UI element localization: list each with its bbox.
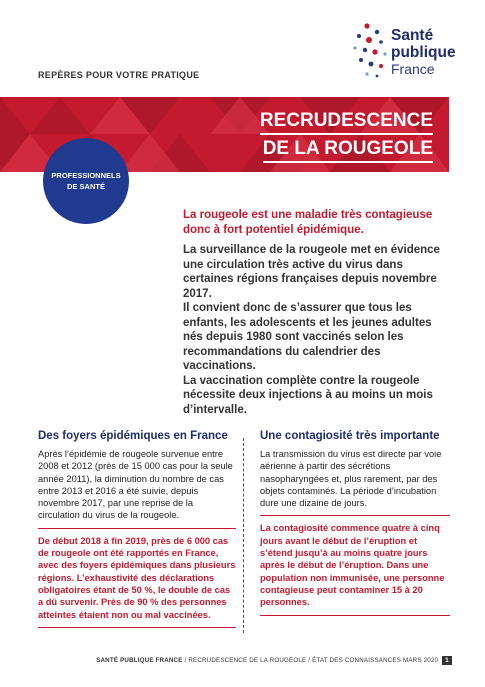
right-column-heading: Une contagiosité très importante bbox=[260, 430, 440, 442]
intro-section bbox=[183, 208, 453, 417]
intro-paragraph-2: Il convient donc de s’assurer que tous les enfants, les adolescents et les jeunes adultes nés depuis 1980 sont vaccinés selon les recommandations du calendrier des vaccinations. bbox=[183, 302, 432, 372]
left-column-highlight: De début 2018 à fin 2019, près de 6 000 cas de rougeole ont été rapportés en France, avec des foyers épidémiques dans plusieurs régions. L’exhaustivité des déclarations obligatoires étant de 50 %, le double de cas a dû survenir. Près de 90 % des personnes atteintes étaient non ou mal vaccinées. bbox=[38, 535, 236, 620]
sante-publique-france-logo-dots bbox=[347, 20, 395, 80]
right-column-body: La transmission du virus est directe par voie aérienne à partir des sécrétions nasopharyngées et, plus rarement, par des objets contaminés. La période d’incubation dure une dizaine de jours. bbox=[260, 449, 442, 509]
page-title bbox=[260, 110, 433, 166]
left-column bbox=[38, 430, 236, 634]
right-column-highlight: La contagiosité commence quatre à cinq jours avant le début de l’éruption et s’étend jusqu’à au moins quatre jours après le début de l’éruption. Dans une population non immunisée, une personne contagieuse peut contaminer 15 à 20 personnes. bbox=[260, 523, 445, 608]
intro-paragraph-1: La surveillance de la rougeole met en évidence une circulation très active du virus dans certaines régions françaises depuis novembre 2017. bbox=[183, 244, 440, 300]
badge-line-2: DE SANTÉ bbox=[67, 182, 105, 191]
divider bbox=[38, 627, 236, 628]
intro-paragraph-3: La vaccination complète contre la rougeole nécessite deux injections à au moins un mois d’intervalle. bbox=[183, 374, 433, 416]
title-line-1: RECRUDESCENCE bbox=[260, 110, 433, 135]
footer-org: SANTÉ PUBLIQUE FRANCE bbox=[96, 657, 183, 664]
divider bbox=[260, 515, 450, 516]
page-number: 1 bbox=[442, 656, 452, 665]
series-label: REPÈRES POUR VOTRE PRATIQUE bbox=[38, 70, 200, 80]
logo-line-1: Santé bbox=[391, 27, 434, 44]
badge-line-1: PROFESSIONNELS bbox=[51, 171, 121, 180]
logo-line-3: France bbox=[391, 61, 435, 77]
intro-lead: La rougeole est une maladie très contagieuse donc à fort potentiel épidémique. bbox=[183, 209, 433, 236]
title-line-2: DE LA ROUGEOLE bbox=[263, 138, 433, 163]
footer-text: / RECRUDESCENCE DE LA ROUGEOLE / ÉTAT DES CONNAISSANCES MARS 2020 bbox=[182, 657, 439, 664]
divider bbox=[260, 615, 450, 616]
audience-badge bbox=[43, 138, 129, 224]
right-column bbox=[260, 430, 450, 622]
column-separator bbox=[243, 438, 244, 633]
left-column-body: Après l’épidémie de rougeole survenue entre 2008 et 2012 (près de 15 000 cas pour la seule année 2011), la diminution du nombre de cas entre 2013 et 2016 a été suivie, depuis novembre 2017, par une reprise de la circulation du virus de la rougeole. bbox=[38, 449, 233, 521]
left-column-heading: Des foyers épidémiques en France bbox=[38, 430, 228, 442]
divider bbox=[38, 528, 236, 529]
logo-wordmark bbox=[391, 27, 456, 78]
page-footer bbox=[96, 656, 452, 665]
logo-line-2: publique bbox=[391, 44, 456, 61]
